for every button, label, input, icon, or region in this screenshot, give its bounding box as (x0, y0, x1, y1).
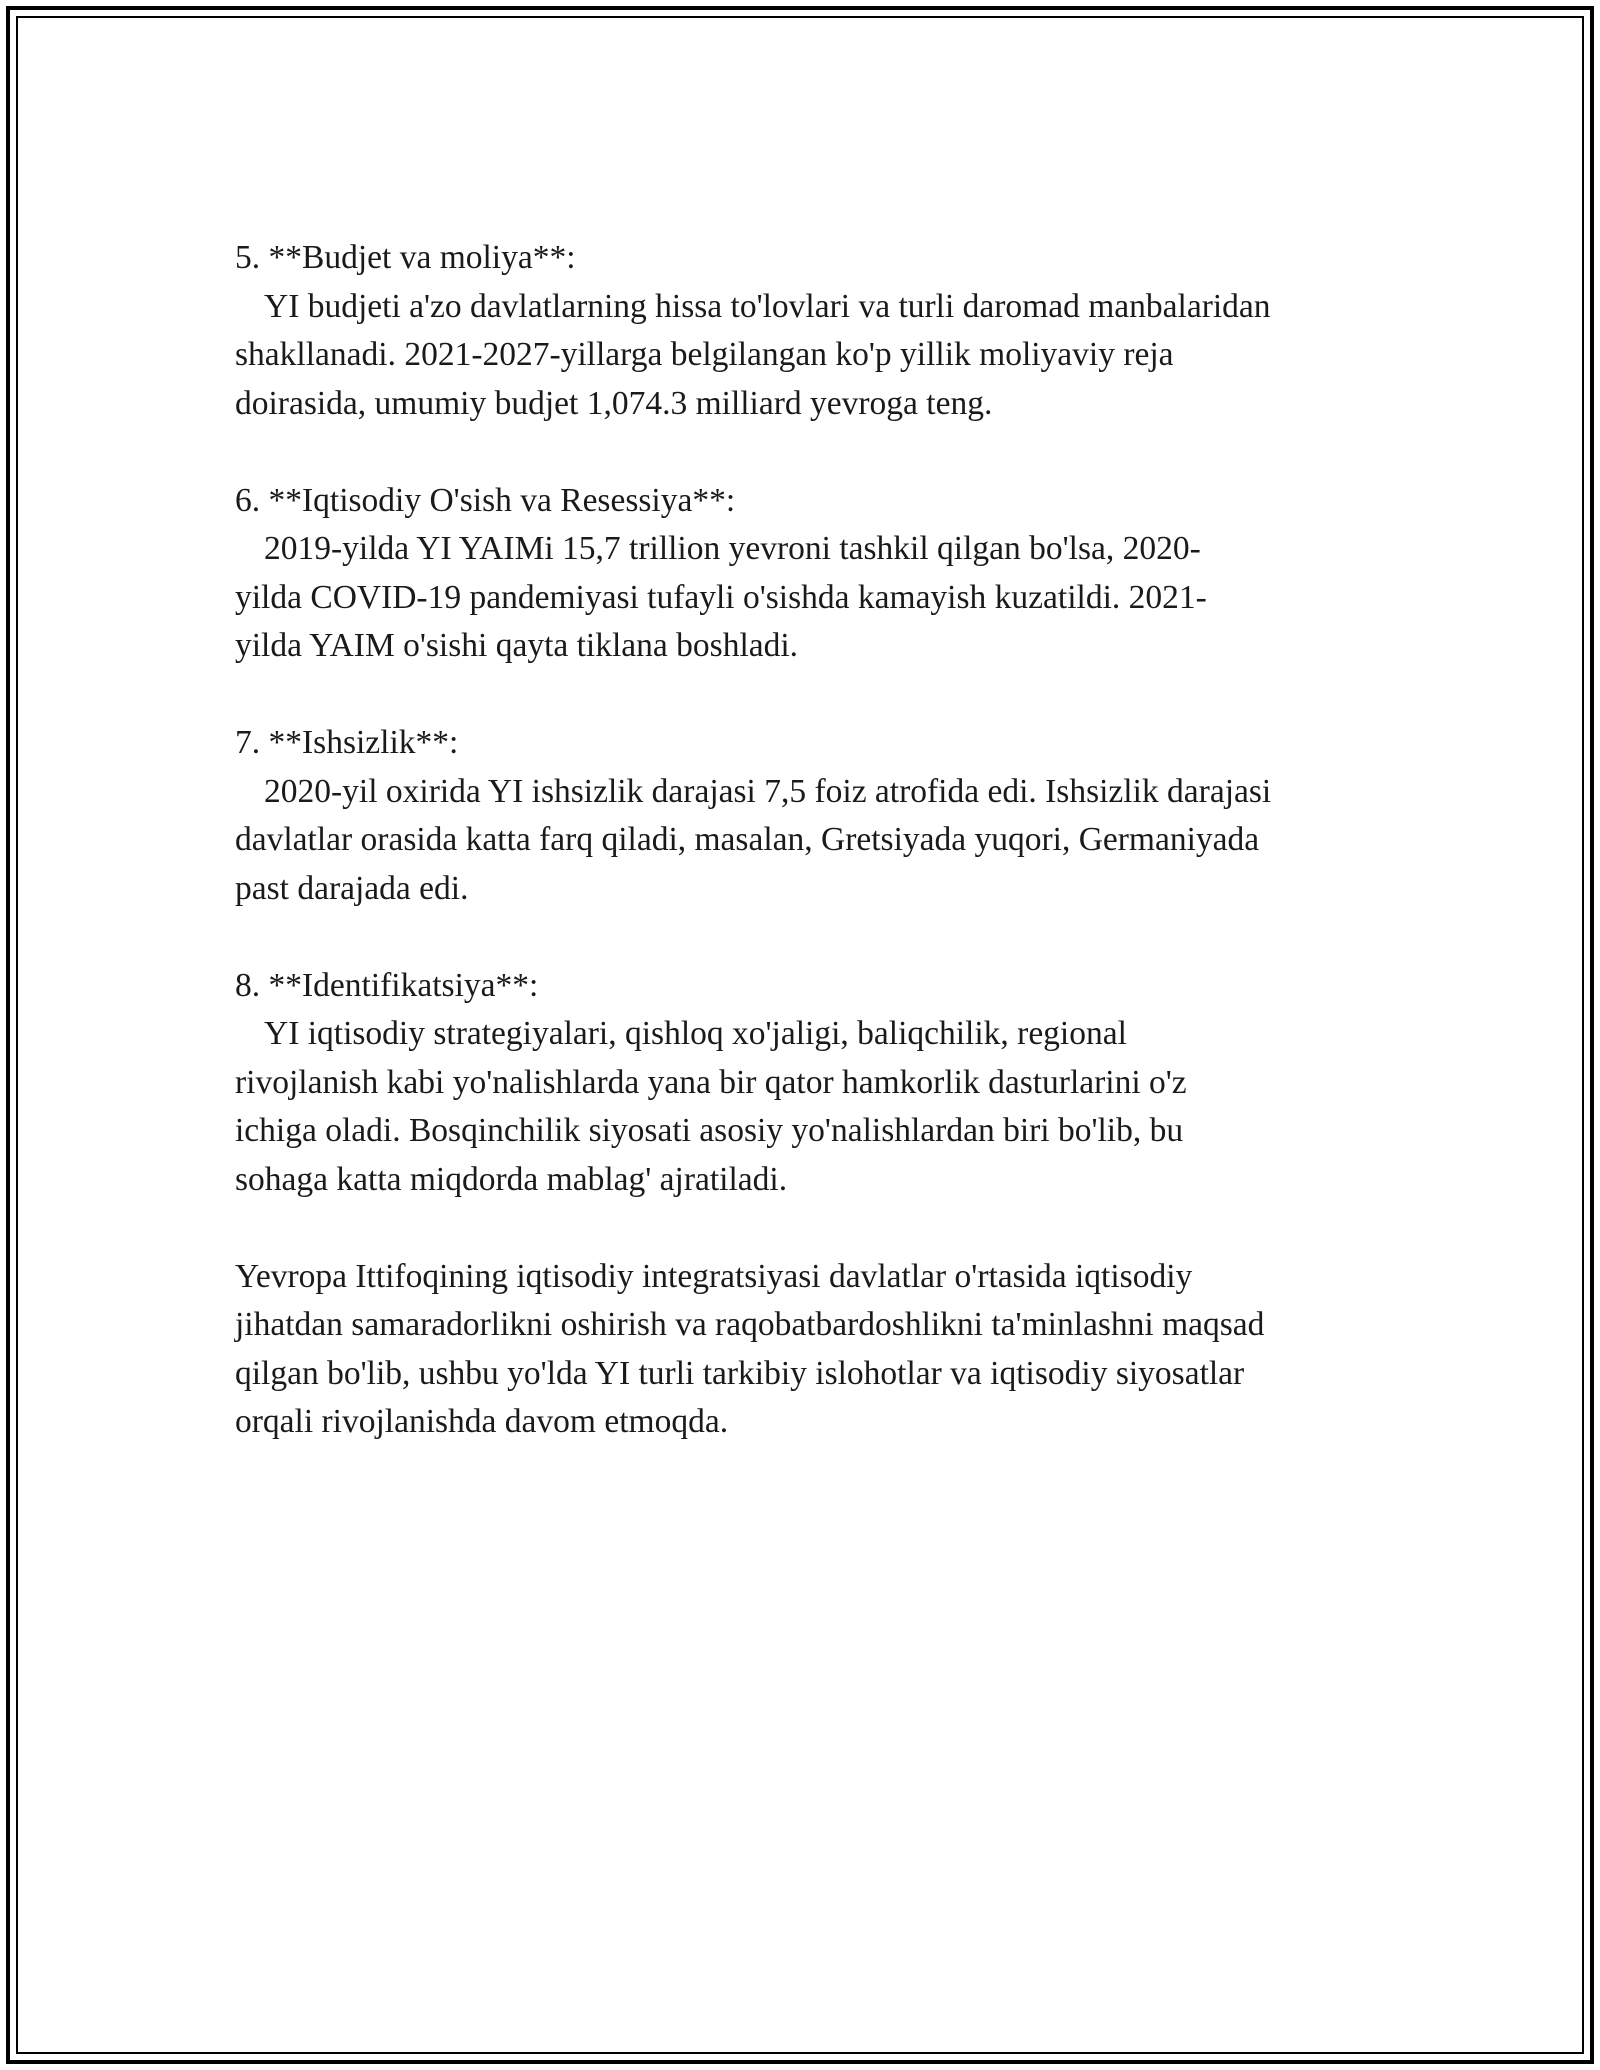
paragraph-line: YI iqtisodiy strategiyalari, qishloq xo'jaligi, baliqchilik, regional (264, 1015, 1127, 1052)
paragraph-line: Yevropa Ittifoqining iqtisodiy integratsiyasi davlatlar o'rtasida iqtisodiy (235, 1257, 1193, 1295)
section-heading: 7. **Ishsizlik**: (235, 724, 459, 761)
paragraph-line: 2019-yilda YI YAIMi 15,7 trillion yevroni tashkil qilgan bo'lsa, 2020- (264, 530, 1201, 567)
closing-paragraph (235, 1253, 1395, 1447)
paragraph-line: rivojlanish kabi yo'nalishlarda yana bir qator hamkorlik dasturlarini o'z (235, 1063, 1187, 1101)
section-budget (235, 234, 1395, 428)
section-identification (235, 962, 1395, 1205)
paragraph-line: doirasida, umumiy budjet 1,074.3 milliard yevroga teng. (235, 384, 993, 422)
paragraph-line: yilda COVID-19 pandemiyasi tufayli o'sishda kamayish kuzatildi. 2021- (235, 578, 1207, 616)
section-heading: 5. **Budjet va moliya**: (235, 239, 576, 276)
paragraph-line: ichiga oladi. Bosqinchilik siyosati asosiy yo'nalishlardan biri bo'lib, bu (235, 1112, 1184, 1149)
paragraph-line: shakllanadi. 2021-2027-yillarga belgilangan ko'p yillik moliyaviy reja (235, 336, 1174, 373)
paragraph-line: orqali rivojlanishda davom etmoqda. (235, 1403, 729, 1440)
section-unemployment (235, 719, 1395, 913)
paragraph-line: davlatlar orasida katta farq qiladi, masalan, Gretsiyada yuqori, Germaniyada (235, 821, 1260, 858)
paragraph-line: 2020-yil oxirida YI ishsizlik darajasi 7,5 foiz atrofida edi. Ishsizlik darajasi (264, 772, 1272, 810)
section-heading: 8. **Identifikatsiya**: (235, 966, 539, 1004)
section-heading: 6. **Iqtisodiy O'sish va Resessiya**: (235, 481, 736, 519)
paragraph-line: sohaga katta miqdorda mablag' ajratiladi. (235, 1160, 788, 1198)
paragraph-line: yilda YAIM o'sishi qayta tiklana boshladi. (235, 627, 799, 664)
paragraph-line: YI budjeti a'zo davlatlarning hissa to'lovlari va turli daromad manbalaridan (264, 287, 1271, 325)
paragraph-line: jihatdan samaradorlikni oshirish va raqobatbardoshlikni ta'minlashni maqsad (235, 1306, 1265, 1343)
paragraph-line: qilgan bo'lib, ushbu yo'lda YI turli tarkibiy islohotlar va iqtisodiy siyosatlar (235, 1354, 1245, 1392)
document-body (235, 234, 1395, 1447)
section-growth (235, 477, 1395, 671)
paragraph-line: past darajada edi. (235, 869, 469, 907)
